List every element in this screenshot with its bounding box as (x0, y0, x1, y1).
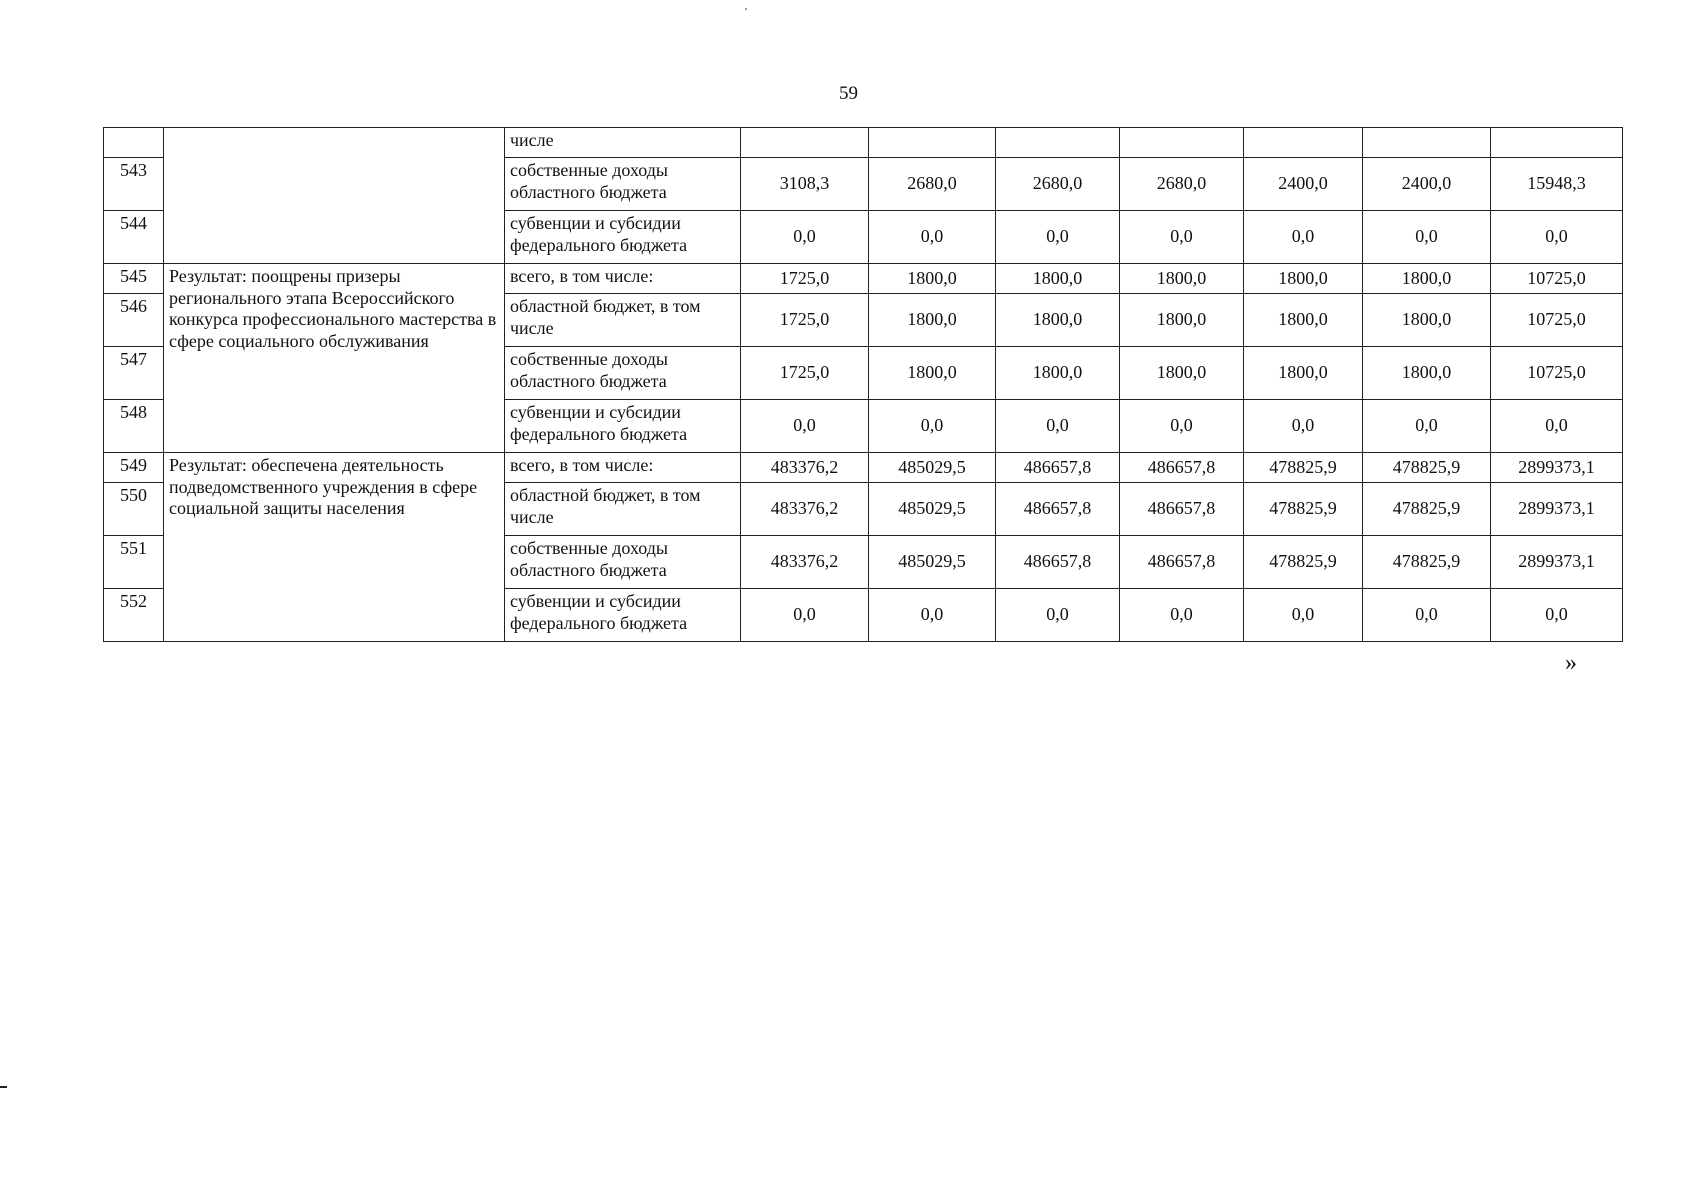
result-description (164, 128, 505, 264)
year-value-cell: 483376,2 (741, 453, 869, 483)
year-value-cell: 0,0 (1363, 400, 1491, 453)
year-value-cell (741, 128, 869, 158)
year-value-cell: 2400,0 (1363, 158, 1491, 211)
year-value-cell: 485029,5 (869, 483, 996, 536)
year-value-cell: 485029,5 (869, 453, 996, 483)
year-value-cell: 1800,0 (1244, 264, 1363, 294)
funding-source-label: собственные доходы областного бюджета (505, 158, 741, 211)
funding-source-label: собственные доходы областного бюджета (505, 347, 741, 400)
total-value-cell: 2899373,1 (1491, 453, 1623, 483)
year-value-cell: 0,0 (1120, 400, 1244, 453)
year-value-cell (1120, 128, 1244, 158)
year-value-cell: 0,0 (996, 400, 1120, 453)
year-value-cell: 0,0 (1120, 589, 1244, 642)
year-value-cell: 3108,3 (741, 158, 869, 211)
table-row (104, 453, 1623, 483)
page-number: 59 (839, 83, 858, 104)
year-value-cell: 0,0 (869, 400, 996, 453)
funding-source-label: числе (505, 128, 741, 158)
year-value-cell: 1800,0 (996, 347, 1120, 400)
year-value-cell: 0,0 (1244, 211, 1363, 264)
year-value-cell: 1800,0 (1120, 294, 1244, 347)
year-value-cell: 0,0 (996, 211, 1120, 264)
year-value-cell: 1725,0 (741, 347, 869, 400)
funding-source-label: областной бюджет, в том числе (505, 294, 741, 347)
year-value-cell: 2680,0 (1120, 158, 1244, 211)
year-value-cell: 1800,0 (1120, 264, 1244, 294)
year-value-cell: 478825,9 (1363, 536, 1491, 589)
funding-source-label: всего, в том числе: (505, 264, 741, 294)
year-value-cell: 486657,8 (1120, 453, 1244, 483)
total-value-cell: 10725,0 (1491, 347, 1623, 400)
year-value-cell: 1800,0 (1244, 294, 1363, 347)
year-value-cell: 2680,0 (869, 158, 996, 211)
funding-source-label: субвенции и субсидии федерального бюджета (505, 211, 741, 264)
total-value-cell (1491, 128, 1623, 158)
year-value-cell: 2680,0 (996, 158, 1120, 211)
total-value-cell: 10725,0 (1491, 264, 1623, 294)
year-value-cell: 0,0 (1244, 400, 1363, 453)
row-number: 552 (104, 589, 164, 642)
year-value-cell: 0,0 (1120, 211, 1244, 264)
funding-source-label: собственные доходы областного бюджета (505, 536, 741, 589)
year-value-cell: 1800,0 (1363, 347, 1491, 400)
year-value-cell: 486657,8 (996, 536, 1120, 589)
year-value-cell: 486657,8 (1120, 536, 1244, 589)
year-value-cell: 486657,8 (1120, 483, 1244, 536)
year-value-cell: 478825,9 (1363, 483, 1491, 536)
row-number: 551 (104, 536, 164, 589)
year-value-cell: 478825,9 (1244, 483, 1363, 536)
year-value-cell: 0,0 (1363, 589, 1491, 642)
result-description: Результат: обеспечена деятельность подведомственного учреждения в сфере социальной защиты населения (164, 453, 505, 642)
year-value-cell: 478825,9 (1244, 453, 1363, 483)
row-number: 543 (104, 158, 164, 211)
year-value-cell (1363, 128, 1491, 158)
total-value-cell: 2899373,1 (1491, 483, 1623, 536)
year-value-cell: 2400,0 (1244, 158, 1363, 211)
table-row (104, 264, 1623, 294)
year-value-cell: 0,0 (1244, 589, 1363, 642)
year-value-cell: 486657,8 (996, 453, 1120, 483)
year-value-cell: 1800,0 (996, 294, 1120, 347)
year-value-cell: 1800,0 (1363, 294, 1491, 347)
year-value-cell: 1800,0 (1120, 347, 1244, 400)
year-value-cell: 483376,2 (741, 536, 869, 589)
year-value-cell: 0,0 (869, 589, 996, 642)
funding-source-label: субвенции и субсидии федерального бюджета (505, 589, 741, 642)
closing-quote: » (1565, 650, 1577, 676)
year-value-cell: 1800,0 (996, 264, 1120, 294)
row-number: 550 (104, 483, 164, 536)
row-number: 545 (104, 264, 164, 294)
row-number (104, 128, 164, 158)
year-value-cell: 0,0 (869, 211, 996, 264)
funding-source-label: субвенции и субсидии федерального бюджета (505, 400, 741, 453)
row-number: 546 (104, 294, 164, 347)
year-value-cell: 0,0 (741, 400, 869, 453)
row-number: 549 (104, 453, 164, 483)
total-value-cell: 10725,0 (1491, 294, 1623, 347)
table-body (104, 128, 1623, 642)
total-value-cell: 15948,3 (1491, 158, 1623, 211)
year-value-cell: 0,0 (996, 589, 1120, 642)
year-value-cell: 486657,8 (996, 483, 1120, 536)
row-number: 544 (104, 211, 164, 264)
year-value-cell (869, 128, 996, 158)
total-value-cell: 0,0 (1491, 211, 1623, 264)
row-number: 548 (104, 400, 164, 453)
year-value-cell: 1800,0 (869, 294, 996, 347)
year-value-cell: 1725,0 (741, 294, 869, 347)
year-value-cell: 485029,5 (869, 536, 996, 589)
year-value-cell: 1800,0 (869, 264, 996, 294)
total-value-cell: 0,0 (1491, 589, 1623, 642)
year-value-cell: 1725,0 (741, 264, 869, 294)
year-value-cell: 478825,9 (1244, 536, 1363, 589)
year-value-cell: 1800,0 (1244, 347, 1363, 400)
total-value-cell: 0,0 (1491, 400, 1623, 453)
year-value-cell: 0,0 (1363, 211, 1491, 264)
funding-source-label: всего, в том числе: (505, 453, 741, 483)
year-value-cell (996, 128, 1120, 158)
year-value-cell: 483376,2 (741, 483, 869, 536)
total-value-cell: 2899373,1 (1491, 536, 1623, 589)
budget-table (103, 127, 1623, 642)
row-number: 547 (104, 347, 164, 400)
funding-source-label: областной бюджет, в том числе (505, 483, 741, 536)
scan-speck (745, 8, 747, 10)
year-value-cell: 478825,9 (1363, 453, 1491, 483)
year-value-cell (1244, 128, 1363, 158)
table-row (104, 128, 1623, 158)
year-value-cell: 0,0 (741, 589, 869, 642)
year-value-cell: 0,0 (741, 211, 869, 264)
year-value-cell: 1800,0 (869, 347, 996, 400)
result-description: Результат: поощрены призеры регионального этапа Всероссийского конкурса профессионального мастерства в сфере социального обслуживания (164, 264, 505, 453)
year-value-cell: 1800,0 (1363, 264, 1491, 294)
margin-mark (0, 1086, 7, 1088)
